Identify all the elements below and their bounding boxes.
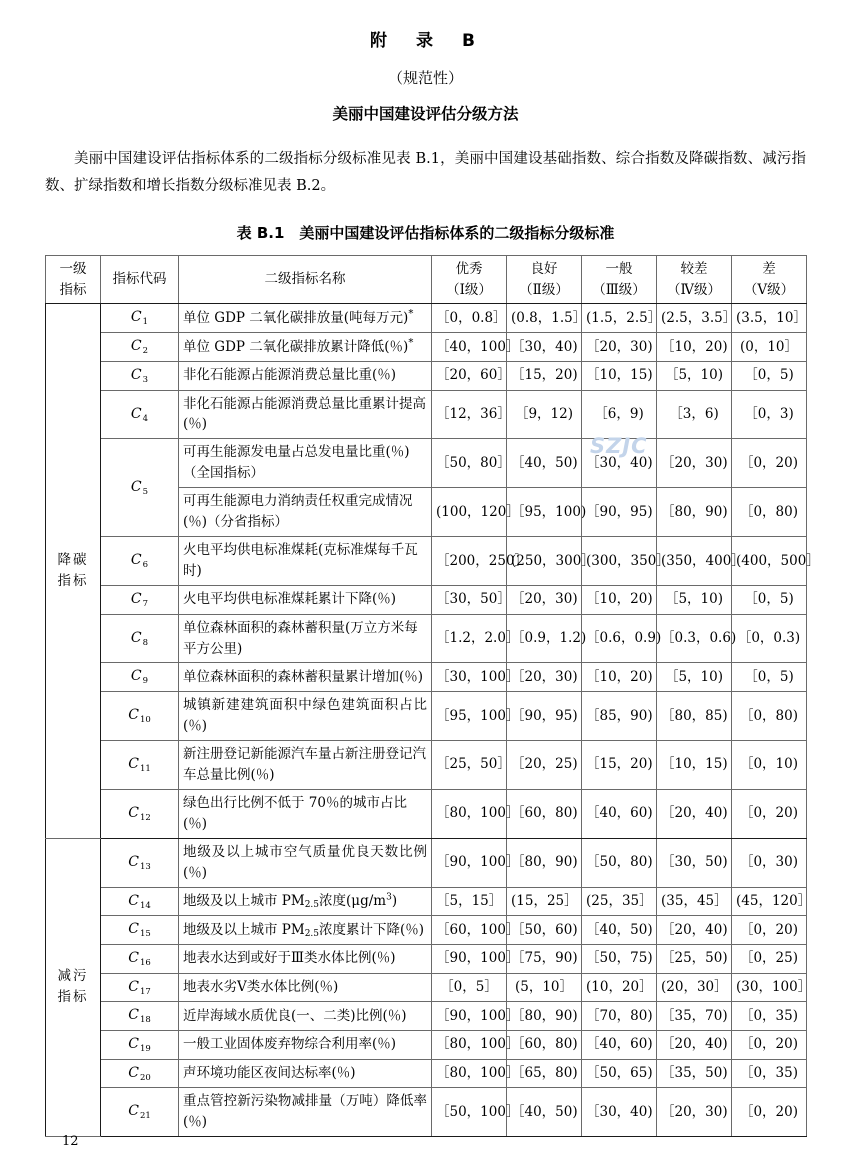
page-number: 12 <box>62 1134 79 1149</box>
value-bad: ［0，35) <box>732 1002 807 1031</box>
table-row <box>46 692 807 741</box>
value-excellent: ［1.2，2.0］ <box>432 614 507 663</box>
indicator-code: $C_1$ <box>130 309 149 328</box>
value-good: (15，25］ <box>507 887 582 916</box>
value-bad: (30，100］ <box>732 973 807 1002</box>
indicator-code-cell <box>101 740 179 789</box>
indicator-name: 城镇新建建筑面积中绿色建筑面积占比(％) <box>183 697 427 735</box>
indicator-name-cell <box>179 537 432 586</box>
indicator-code-cell <box>101 916 179 945</box>
indicator-code: $C_{11}$ <box>128 756 151 775</box>
indicator-code: $C_{10}$ <box>128 707 151 726</box>
indicator-code: $C_5$ <box>130 478 149 497</box>
table-row <box>46 304 807 333</box>
indicator-name-cell <box>179 1030 432 1059</box>
grade-label: 良好 <box>530 260 558 277</box>
indicator-name: 单位森林面积的森林蓄积量(万立方米每平方公里) <box>183 619 418 657</box>
table-body <box>46 304 820 1137</box>
indicator-name: 非化石能源占能源消费总量比重累计提高(％) <box>183 395 426 433</box>
indicator-name-cell <box>179 1002 432 1031</box>
indicator-code: $C_2$ <box>130 338 149 357</box>
indicator-code-cell <box>101 439 179 537</box>
value-bad: ［0，20) <box>732 1088 807 1137</box>
category-line1: 降碳 <box>57 552 89 569</box>
table-row <box>46 614 807 663</box>
header-grade-poor <box>657 255 732 304</box>
table-row <box>46 1059 807 1088</box>
indicator-name: 单位 GDP 二氧化碳排放量(吨每万元)* <box>183 308 414 326</box>
indicator-code: $C_{17}$ <box>128 978 151 997</box>
value-good: (5，10］ <box>507 973 582 1002</box>
grade-level: （Ⅴ级） <box>743 281 795 298</box>
indicator-code: $C_{18}$ <box>128 1007 151 1026</box>
table-row <box>46 439 807 488</box>
indicator-code: $C_4$ <box>130 405 149 424</box>
value-good: ［75，90) <box>507 944 582 973</box>
header-grade-average <box>582 255 657 304</box>
indicator-code: $C_{16}$ <box>128 949 151 968</box>
value-poor: ［80，90) <box>657 488 732 537</box>
value-average: (10，20］ <box>582 973 657 1002</box>
value-bad: ［0，5) <box>732 585 807 614</box>
value-bad: ［0，20) <box>732 789 807 838</box>
indicator-code-cell <box>101 614 179 663</box>
value-excellent: ［90，100］ <box>432 944 507 973</box>
indicator-code-cell <box>101 304 179 333</box>
value-average: ［30，40) <box>582 439 657 488</box>
header-level1-line1: 一级 <box>59 260 87 277</box>
value-average: ［70，80) <box>582 1002 657 1031</box>
indicator-name-cell <box>179 390 432 439</box>
value-excellent: ［5，15］ <box>432 887 507 916</box>
intro-paragraph: 美丽中国建设评估指标体系的二级指标分级标准见表 B.1，美丽中国建设基础指数、综合指数及降碳指数、减污指数、扩绿指数和增长指数分级标准见表 B.2。 <box>45 151 806 194</box>
value-excellent: ［40，100］ <box>432 333 507 362</box>
indicator-name-cell <box>179 488 432 537</box>
value-excellent: ［200，250］ <box>432 537 507 586</box>
value-poor: (2.5，3.5］ <box>657 304 732 333</box>
value-bad: (0，10］ <box>732 333 807 362</box>
indicator-name: 地级及以上城市空气质量优良天数比例(％) <box>183 843 427 881</box>
value-average: ［40，60) <box>582 1030 657 1059</box>
value-average: (1.5，2.5］ <box>582 304 657 333</box>
value-poor: ［25，50) <box>657 944 732 973</box>
indicator-name: 单位森林面积的森林蓄积量累计增加(％) <box>183 668 424 685</box>
table-row <box>46 1088 807 1137</box>
indicator-name-cell <box>179 944 432 973</box>
value-good: ［20，30) <box>507 663 582 692</box>
value-poor: ［10，20) <box>657 333 732 362</box>
value-excellent: ［80，100］ <box>432 1059 507 1088</box>
value-good: ［9，12) <box>507 390 582 439</box>
value-poor: ［20，40) <box>657 1030 732 1059</box>
table-row <box>46 838 807 887</box>
indicator-name-cell <box>179 973 432 1002</box>
value-bad: ［0，0.3) <box>732 614 807 663</box>
indicator-code-cell <box>101 692 179 741</box>
indicator-name: 地表水劣Ⅴ类水体比例(％) <box>183 978 339 995</box>
value-bad: ［0，80) <box>732 692 807 741</box>
value-good: ［30，40) <box>507 333 582 362</box>
table-row <box>46 887 807 916</box>
watermark-text: SZJC <box>590 434 648 458</box>
document-page <box>0 26 851 1165</box>
indicator-name-cell <box>179 1059 432 1088</box>
value-bad: (400，500］ <box>732 537 807 586</box>
indicator-name: 非化石能源占能源消费总量比重(％) <box>183 367 397 384</box>
grade-level: （Ⅳ级） <box>667 281 721 298</box>
value-poor: ［5，10) <box>657 663 732 692</box>
value-bad: ［0，5) <box>732 361 807 390</box>
value-poor: ［20，40) <box>657 789 732 838</box>
value-poor: ［0.3，0.6) <box>657 614 732 663</box>
indicator-name-cell <box>179 361 432 390</box>
value-bad: ［0，10) <box>732 740 807 789</box>
indicator-code-cell <box>101 973 179 1002</box>
indicator-name-cell <box>179 614 432 663</box>
value-good: ［90，95) <box>507 692 582 741</box>
value-good: ［40，50) <box>507 439 582 488</box>
indicator-name-cell <box>179 692 432 741</box>
value-bad: ［0，30) <box>732 838 807 887</box>
value-poor: ［20，30) <box>657 439 732 488</box>
indicator-code: $C_3$ <box>130 366 149 385</box>
value-excellent: ［80，100］ <box>432 789 507 838</box>
value-average: ［6，9) <box>582 390 657 439</box>
indicator-name-cell <box>179 439 432 488</box>
value-average: ［90，95) <box>582 488 657 537</box>
indicator-code-cell <box>101 789 179 838</box>
value-poor: ［20，30) <box>657 1088 732 1137</box>
indicator-name: 火电平均供电标准煤耗(克标准煤每千瓦时) <box>183 542 418 579</box>
table-row <box>46 333 807 362</box>
indicator-code: $C_{14}$ <box>128 892 151 911</box>
indicator-code-cell <box>101 1030 179 1059</box>
table-header-row <box>46 255 807 304</box>
value-good: (250，300］ <box>507 537 582 586</box>
indicator-name-cell <box>179 333 432 362</box>
header-grade-bad <box>732 255 807 304</box>
indicator-name-cell <box>179 916 432 945</box>
value-poor: ［30，50) <box>657 838 732 887</box>
value-good: ［0.9，1.2) <box>507 614 582 663</box>
value-poor: ［10，15) <box>657 740 732 789</box>
category-line1: 减污 <box>57 968 89 985</box>
value-good: ［20，25) <box>507 740 582 789</box>
table-row <box>46 1030 807 1059</box>
indicator-code-cell <box>101 390 179 439</box>
value-bad: (45，120］ <box>732 887 807 916</box>
indicator-name: 声环境功能区夜间达标率(％) <box>183 1065 356 1081</box>
value-average: ［20，30) <box>582 333 657 362</box>
value-poor: ［80，85) <box>657 692 732 741</box>
grade-level: （Ⅰ级） <box>446 281 492 298</box>
value-excellent: ［90，100］ <box>432 838 507 887</box>
value-bad: ［0，5) <box>732 663 807 692</box>
value-good: ［15，20) <box>507 361 582 390</box>
value-average: ［50，75) <box>582 944 657 973</box>
value-poor: ［5，10) <box>657 361 732 390</box>
value-bad: ［0，80) <box>732 488 807 537</box>
value-average: (300，350］ <box>582 537 657 586</box>
table-row <box>46 789 807 838</box>
indicator-code: $C_{12}$ <box>128 804 151 823</box>
value-average: ［40，50) <box>582 916 657 945</box>
indicator-name: 一般工业固体废弃物综合利用率(％) <box>183 1036 397 1053</box>
indicator-code: $C_8$ <box>130 629 149 648</box>
grade-label: 优秀 <box>455 260 483 277</box>
value-good: ［95，100) <box>507 488 582 537</box>
table-row <box>46 740 807 789</box>
table-row <box>46 973 807 1002</box>
grade-label: 差 <box>762 260 776 277</box>
header-level1 <box>46 255 101 304</box>
value-good: ［80，90) <box>507 1002 582 1031</box>
category-cell <box>46 304 101 838</box>
value-poor: ［35，50) <box>657 1059 732 1088</box>
indicator-name: 火电平均供电标准煤耗累计下降(％) <box>183 591 397 608</box>
value-bad: ［0，3) <box>732 390 807 439</box>
value-good: ［60，80) <box>507 1030 582 1059</box>
value-excellent: ［20，60］ <box>432 361 507 390</box>
value-excellent: ［90，100］ <box>432 1002 507 1031</box>
indicator-name-cell <box>179 1088 432 1137</box>
value-poor: ［20，40) <box>657 916 732 945</box>
value-good: ［60，80) <box>507 789 582 838</box>
value-poor: (35，45］ <box>657 887 732 916</box>
indicator-name: 可再生能源电力消纳责任权重完成情况(％)（分省指标） <box>183 493 413 531</box>
indicator-name: 近岸海域水质优良(一、二类)比例(％) <box>183 1007 407 1024</box>
indicator-name: 新注册登记新能源汽车量占新注册登记汽车总量比例(％) <box>183 745 426 783</box>
indicator-code-cell <box>101 944 179 973</box>
indicator-name: 地级及以上城市 $PM_{2.5}$浓度$(\mu g/m^3)$ <box>183 892 398 910</box>
value-excellent: ［12，36］ <box>432 390 507 439</box>
header-grade-good <box>507 255 582 304</box>
indicator-code: $C_{15}$ <box>128 921 151 940</box>
table-row <box>46 585 807 614</box>
indicator-name: 地表水达到或好于Ⅲ类水体比例(％) <box>183 950 396 967</box>
value-average: ［50，65) <box>582 1059 657 1088</box>
value-average: ［30，40) <box>582 1088 657 1137</box>
category-line2: 指标 <box>57 989 89 1006</box>
value-bad: (3.5，10］ <box>732 304 807 333</box>
value-poor: (350，400］ <box>657 537 732 586</box>
value-good: (0.8，1.5］ <box>507 304 582 333</box>
value-average: ［15，20) <box>582 740 657 789</box>
grading-standards-table <box>45 255 820 1138</box>
value-bad: ［0，20) <box>732 1030 807 1059</box>
indicator-code: $C_6$ <box>130 552 149 571</box>
indicator-code-cell <box>101 887 179 916</box>
table-caption: 表 B.1 美丽中国建设评估指标体系的二级指标分级标准 <box>236 223 615 242</box>
value-poor: ［35，70) <box>657 1002 732 1031</box>
indicator-code: $C_{20}$ <box>128 1064 151 1083</box>
value-excellent: ［0，5］ <box>432 973 507 1002</box>
category-line2: 指标 <box>57 573 89 590</box>
value-average: (25，35］ <box>582 887 657 916</box>
table-row <box>46 663 807 692</box>
value-bad: ［0，35) <box>732 1059 807 1088</box>
value-poor: ［3，6) <box>657 390 732 439</box>
indicator-code-cell <box>101 1088 179 1137</box>
indicator-name-cell <box>179 663 432 692</box>
indicator-name-cell <box>179 789 432 838</box>
value-excellent: ［25，50］ <box>432 740 507 789</box>
value-excellent: ［50，80］ <box>432 439 507 488</box>
table-row <box>46 944 807 973</box>
indicator-code: $C_{13}$ <box>128 853 151 872</box>
indicator-name: 单位 GDP 二氧化碳排放累计降低(％)* <box>183 337 414 355</box>
grade-level: （Ⅲ级） <box>592 281 646 298</box>
value-poor: ［5，10) <box>657 585 732 614</box>
value-good: ［20，30) <box>507 585 582 614</box>
value-excellent: ［50，100］ <box>432 1088 507 1137</box>
value-average: ［10，15) <box>582 361 657 390</box>
indicator-name-cell <box>179 740 432 789</box>
table-row <box>46 537 807 586</box>
value-excellent: ［30，100］ <box>432 663 507 692</box>
table-row <box>46 361 807 390</box>
appendix-subtitle: 美丽中国建设评估分级方法 <box>332 105 519 123</box>
value-bad: ［0，20) <box>732 916 807 945</box>
value-bad: ［0，20) <box>732 439 807 488</box>
indicator-name: 绿色出行比例不低于 70％的城市占比(％) <box>183 794 407 832</box>
value-excellent: ［60，100］ <box>432 916 507 945</box>
table-row <box>46 390 807 439</box>
indicator-code-cell <box>101 663 179 692</box>
indicator-name: 可再生能源发电量占总发电量比重(％)（全国指标） <box>183 444 410 482</box>
value-poor: (20，30］ <box>657 973 732 1002</box>
table-row <box>46 916 807 945</box>
header-name: 二级指标名称 <box>179 255 432 304</box>
indicator-code: $C_{21}$ <box>128 1103 151 1122</box>
value-average: ［40，60) <box>582 789 657 838</box>
value-excellent: ［0，0.8］ <box>432 304 507 333</box>
value-average: ［10，20) <box>582 663 657 692</box>
value-excellent: ［95，100］ <box>432 692 507 741</box>
value-good: ［65，80) <box>507 1059 582 1088</box>
value-good: ［40，50) <box>507 1088 582 1137</box>
value-excellent: (100，120］ <box>432 488 507 537</box>
value-average: ［0.6，0.9) <box>582 614 657 663</box>
value-excellent: ［30，50］ <box>432 585 507 614</box>
grade-level: （Ⅱ级） <box>519 281 569 298</box>
value-good: ［80，90) <box>507 838 582 887</box>
table-row <box>46 1002 807 1031</box>
value-average: ［50，80) <box>582 838 657 887</box>
category-cell <box>46 838 101 1137</box>
grade-label: 一般 <box>605 260 633 277</box>
indicator-code-cell <box>101 361 179 390</box>
indicator-code-cell <box>101 1059 179 1088</box>
indicator-code: $C_7$ <box>130 590 149 609</box>
normative-label: （规范性） <box>387 69 463 87</box>
indicator-code-cell <box>101 333 179 362</box>
value-good: ［50，60) <box>507 916 582 945</box>
value-average: ［10，20) <box>582 585 657 614</box>
value-average: ［85，90) <box>582 692 657 741</box>
indicator-code: $C_9$ <box>130 668 149 687</box>
indicator-code-cell <box>101 537 179 586</box>
value-excellent: ［80，100］ <box>432 1030 507 1059</box>
indicator-name-cell <box>179 585 432 614</box>
indicator-name: 地级及以上城市 $PM_{2.5}$浓度累计下降(％) <box>183 921 425 939</box>
indicator-code: $C_{19}$ <box>128 1035 151 1054</box>
indicator-code-cell <box>101 838 179 887</box>
appendix-title: 附 录 B <box>370 31 481 51</box>
indicator-name-cell <box>179 838 432 887</box>
indicator-code-cell <box>101 1002 179 1031</box>
indicator-name: 重点管控新污染物减排量（万吨）降低率(％) <box>183 1093 427 1131</box>
indicator-code-cell <box>101 585 179 614</box>
header-level1-line2: 指标 <box>59 281 87 298</box>
value-bad: ［0，25) <box>732 944 807 973</box>
header-code: 指标代码 <box>101 255 179 304</box>
indicator-name-cell <box>179 887 432 916</box>
grade-label: 较差 <box>680 260 708 277</box>
indicator-name-cell <box>179 304 432 333</box>
header-grade-excellent <box>432 255 507 304</box>
